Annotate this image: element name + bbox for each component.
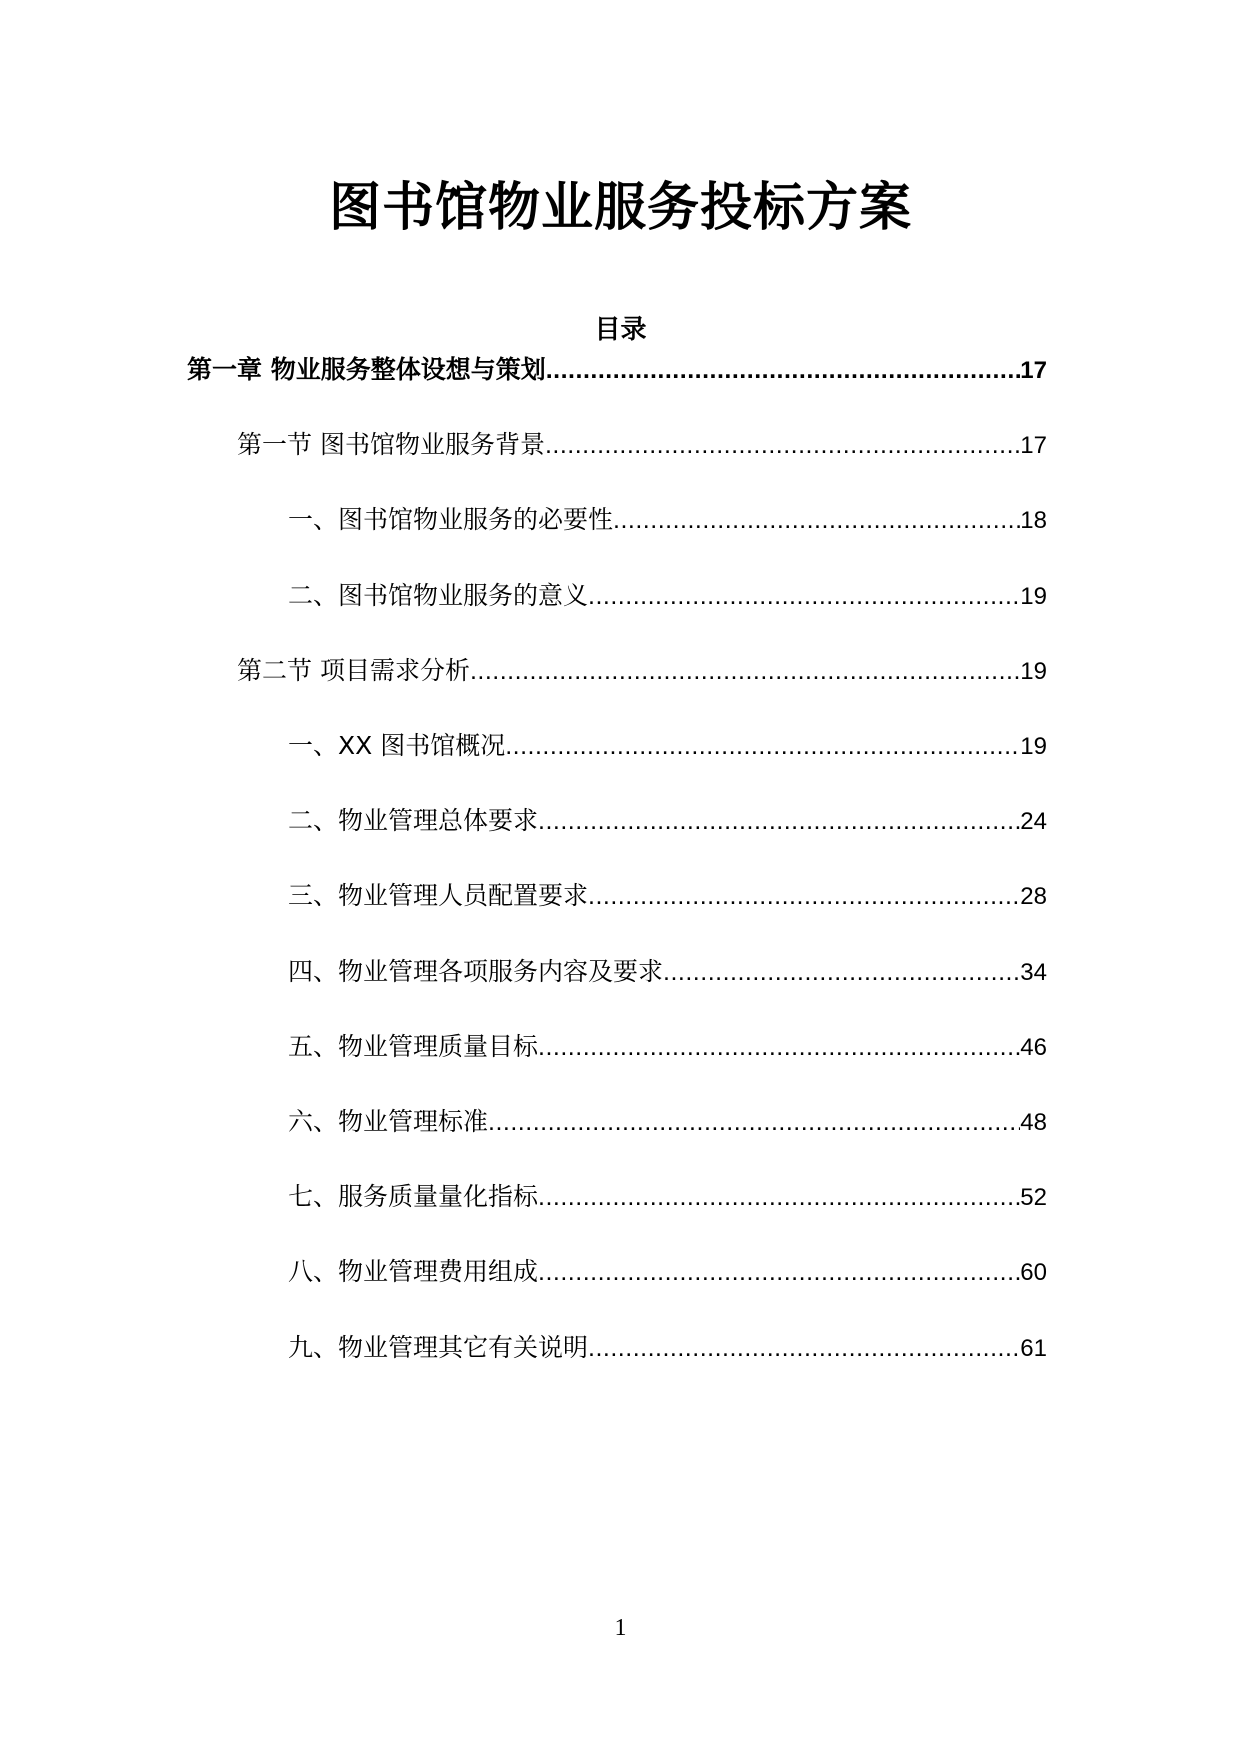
- toc-entry-page: 19: [1020, 733, 1047, 760]
- toc-entry[interactable]: [288, 1027, 1047, 1067]
- toc-entry-page: 46: [1020, 1033, 1047, 1061]
- toc-entry-page: 17: [1020, 432, 1047, 460]
- toc-entry-page: 17: [1020, 357, 1047, 384]
- toc-entry-title: 第二节 项目需求分析: [237, 655, 470, 685]
- toc-dot-leader: [588, 1328, 1020, 1368]
- toc-entry-title: 第一节 图书馆物业服务背景: [237, 430, 545, 460]
- toc-entry-page: 19: [1020, 582, 1047, 610]
- toc-dot-leader: [588, 576, 1020, 616]
- toc-heading: 目录: [594, 315, 647, 345]
- toc-entry[interactable]: [187, 350, 1047, 390]
- toc-entry-title: 一、XX 图书馆概况: [288, 731, 506, 760]
- toc-dot-leader: [505, 726, 1020, 766]
- toc-entry-page: 28: [1020, 883, 1047, 911]
- toc-dot-leader: [588, 876, 1020, 916]
- toc-entry[interactable]: [288, 1177, 1047, 1217]
- toc-entry-page: 52: [1020, 1184, 1047, 1212]
- toc-entry-page: 19: [1020, 657, 1047, 685]
- toc-entry-title: 四、物业管理各项服务内容及要求: [288, 956, 664, 986]
- toc-entry-page: 48: [1020, 1109, 1047, 1136]
- toc-entry[interactable]: [237, 651, 1047, 691]
- toc-entry-page: 34: [1020, 958, 1047, 986]
- toc-entry[interactable]: [288, 500, 1047, 540]
- toc-dot-leader: [538, 1177, 1020, 1217]
- toc-entry[interactable]: [288, 801, 1047, 841]
- toc-dot-leader: [488, 1102, 1020, 1142]
- toc-entry[interactable]: [288, 876, 1047, 916]
- toc-dot-leader: [470, 651, 1020, 691]
- toc-dot-leader: [538, 1027, 1020, 1067]
- toc-entry[interactable]: [288, 1252, 1047, 1292]
- toc-dot-leader: [546, 350, 1021, 390]
- toc-entry[interactable]: [288, 1328, 1047, 1368]
- toc-dot-leader: [663, 952, 1020, 992]
- toc-entry-title: 五、物业管理质量目标: [288, 1031, 539, 1061]
- toc-dot-leader: [538, 801, 1020, 841]
- toc-dot-leader: [545, 425, 1020, 465]
- toc-entry[interactable]: [288, 952, 1047, 992]
- toc-entry-title: 七、服务质量量化指标: [288, 1182, 539, 1212]
- toc-entry-title: 六、物业管理标准: [288, 1107, 489, 1136]
- page-number: 1: [614, 1615, 627, 1641]
- toc-entry-title: 一、图书馆物业服务的必要性: [288, 505, 614, 535]
- toc-entry-page: 24: [1020, 808, 1047, 836]
- toc-entry-title: 九、物业管理其它有关说明: [288, 1332, 589, 1362]
- toc-entry[interactable]: [288, 1102, 1047, 1142]
- toc-entry-page: 61: [1020, 1334, 1047, 1362]
- toc-entry[interactable]: [237, 425, 1047, 465]
- toc-entry-title: 第一章 物业服务整体设想与策划: [187, 355, 546, 384]
- toc-entry[interactable]: [288, 576, 1047, 616]
- toc-entry-page: 18: [1020, 507, 1047, 535]
- toc-dot-leader: [538, 1252, 1020, 1292]
- toc-entry-page: 60: [1020, 1259, 1047, 1287]
- toc-entry-title: 二、物业管理总体要求: [288, 806, 539, 836]
- toc-dot-leader: [613, 500, 1020, 540]
- toc-entry-title: 二、图书馆物业服务的意义: [288, 580, 589, 610]
- document-title: 图书馆物业服务投标方案: [328, 178, 912, 238]
- toc-entry[interactable]: [288, 726, 1047, 766]
- toc-entry-title: 三、物业管理人员配置要求: [288, 881, 589, 911]
- toc-entry-title: 八、物业管理费用组成: [288, 1257, 539, 1287]
